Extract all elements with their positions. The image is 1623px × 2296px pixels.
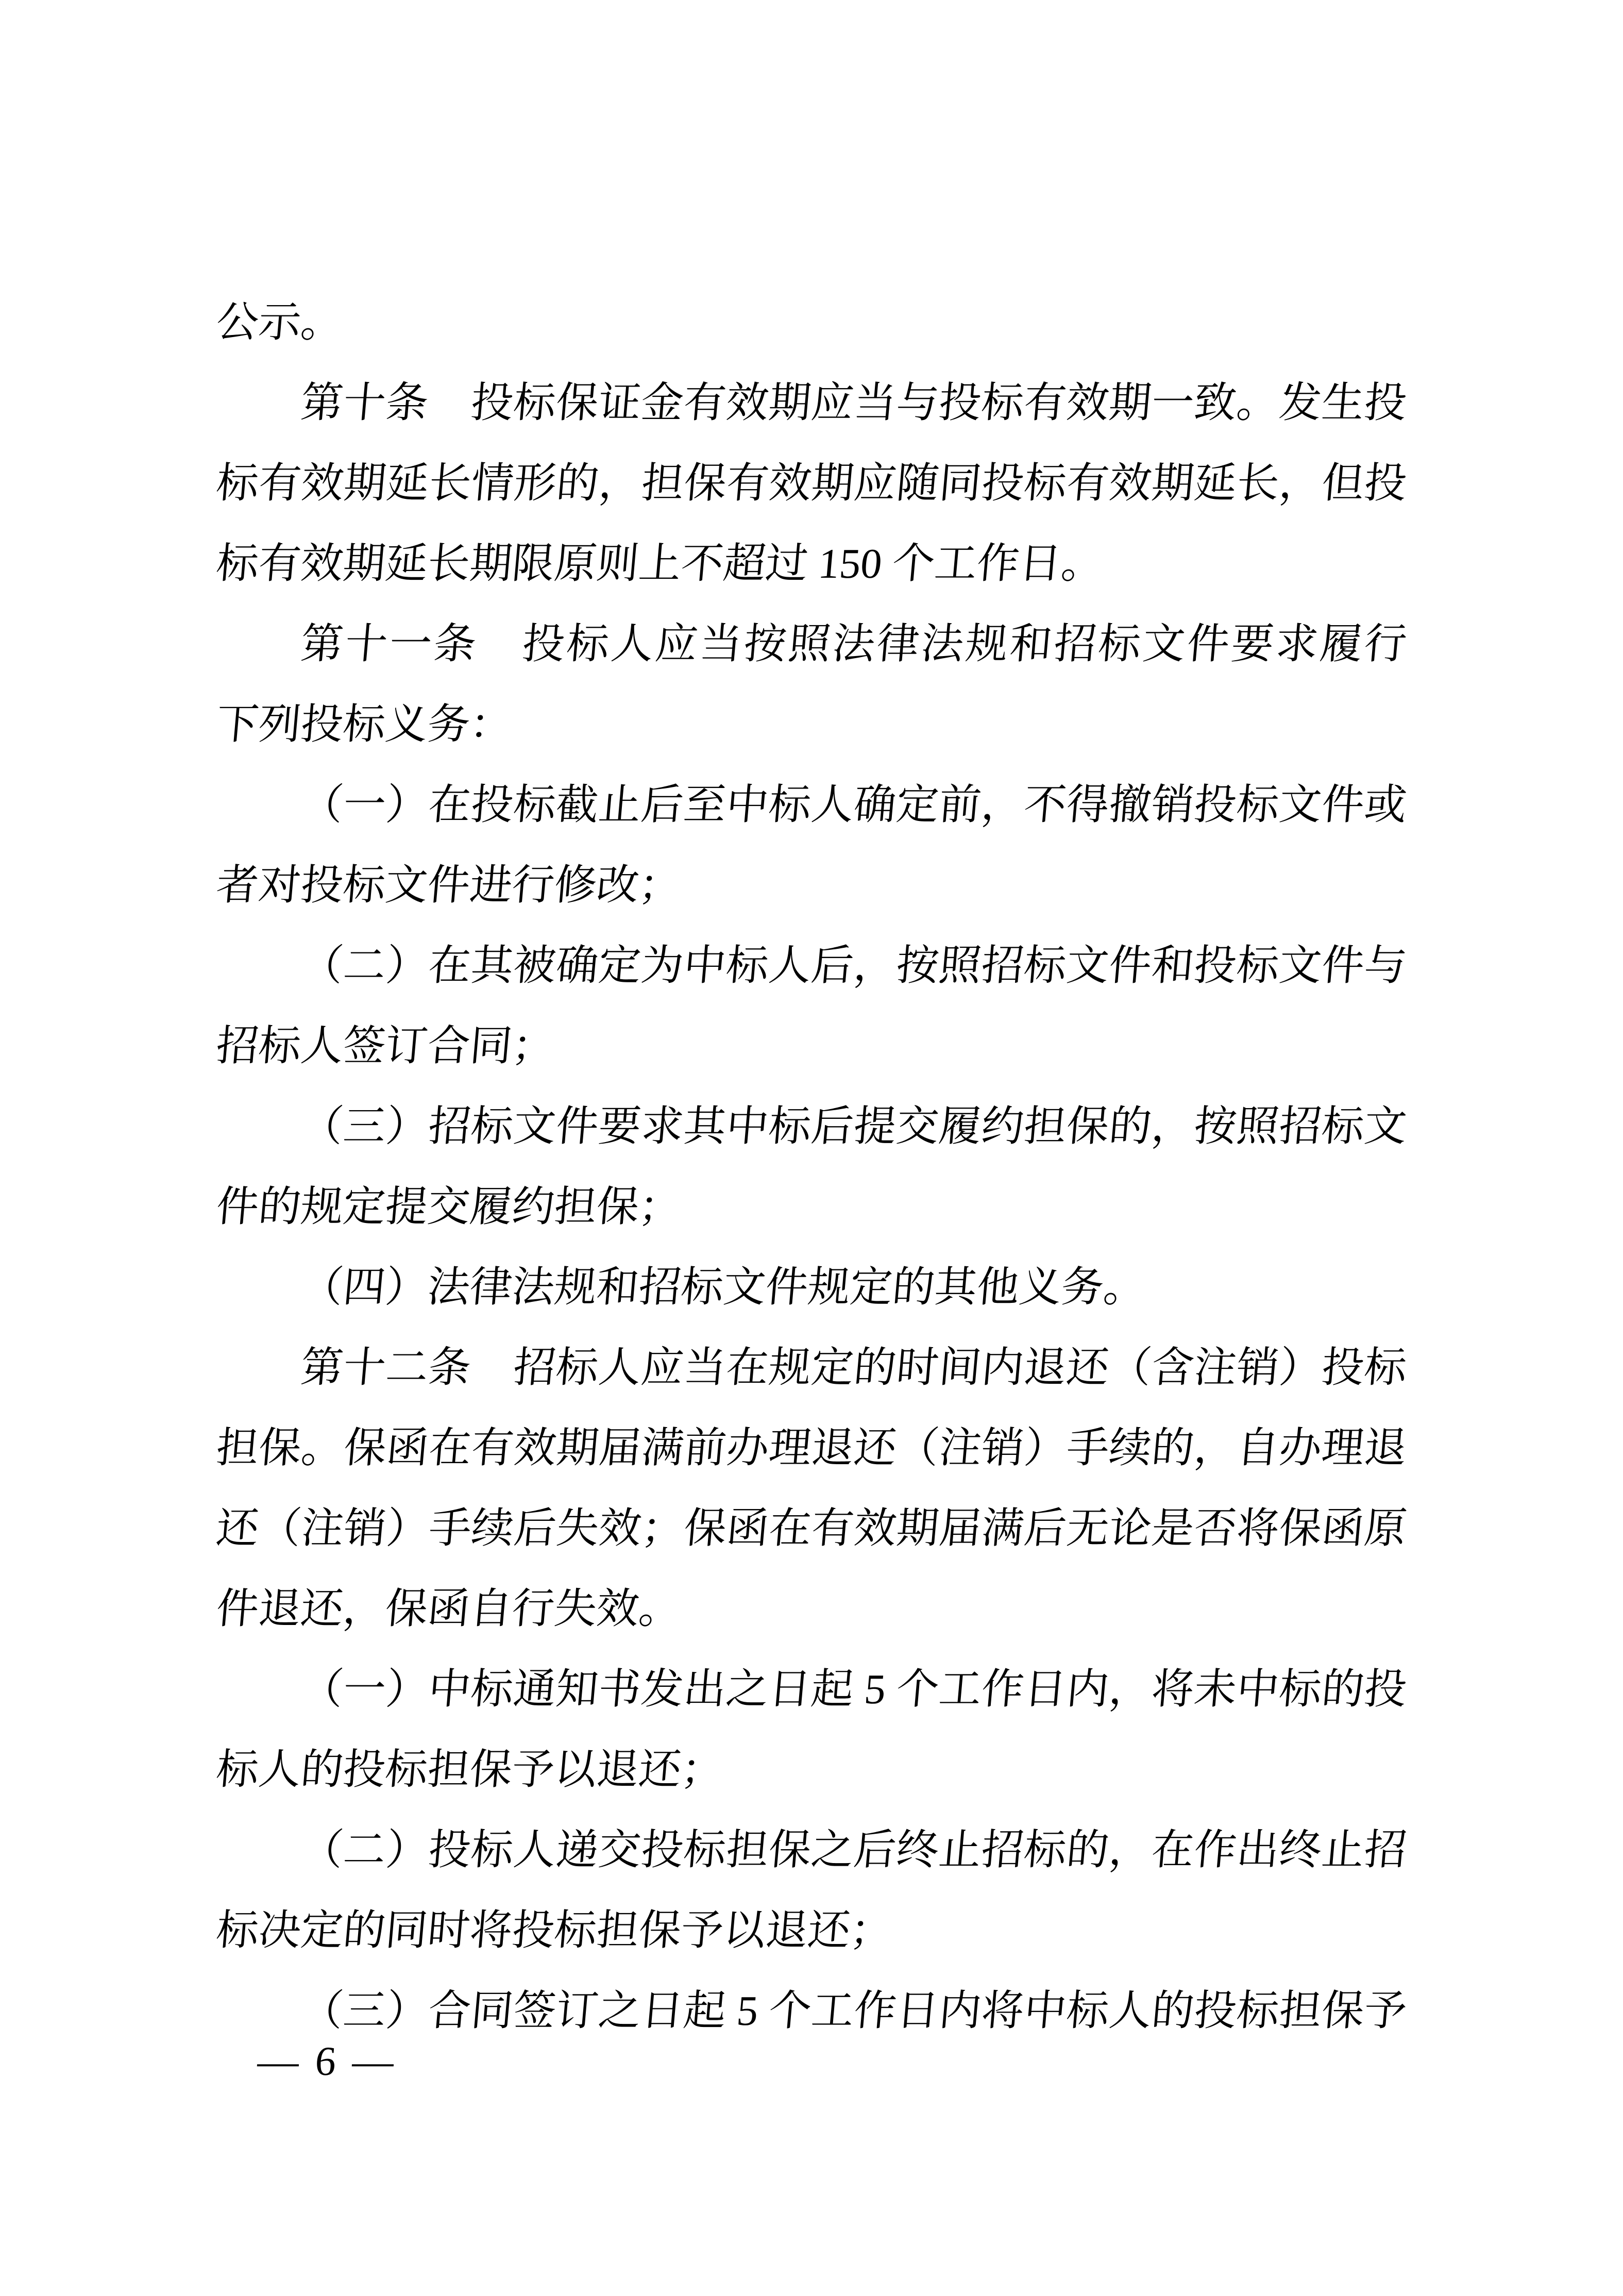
text-line: （三）招标文件要求其中标后提交履约担保的，按照招标文: [299, 1103, 1409, 1150]
text-line: 标决定的同时将投标担保予以退还；: [214, 1907, 895, 1954]
text-line: （二）在其被确定为中标人后，按照招标文件和投标文件与: [299, 942, 1409, 989]
text-line: 标有效期延长情形的，担保有效期应随同投标有效期延长，但投: [214, 460, 1409, 507]
text-line: 担保。保函在有效期届满前办理退还（注销）手续的，自办理退: [214, 1424, 1409, 1471]
text-line: 下列投标义务：: [214, 701, 515, 748]
text-line: （一）中标通知书发出之日起 5 个工作日内，将未中标的投: [299, 1666, 1409, 1713]
text-line: （三）合同签订之日起 5 个工作日内将中标人的投标担保予: [299, 1987, 1409, 2034]
text-line: 件退还，保函自行失效。: [214, 1585, 684, 1632]
text-line: 第十一条 投标人应当按照法律法规和招标文件要求履行: [299, 621, 1409, 667]
text-line: 第十二条 招标人应当在规定的时间内退还（含注销）投标: [299, 1344, 1409, 1391]
text-line: 者对投标文件进行修改；: [214, 862, 684, 909]
text-line: （二）投标人递交投标担保之后终止招标的，在作出终止招: [299, 1826, 1409, 1873]
text-line: 第十条 投标保证金有效期应当与投标有效期一致。发生投: [299, 379, 1409, 426]
page-number: — 6 —: [256, 2039, 399, 2084]
text-line: 还（注销）手续后失效；保函在有效期届满后无论是否将保函原: [214, 1505, 1409, 1552]
text-line: 标人的投标担保予以退还；: [214, 1746, 726, 1793]
text-line: 件的规定提交履约担保；: [214, 1183, 684, 1230]
text-line: （一）在投标截止后至中标人确定前，不得撤销投标文件或: [299, 781, 1409, 828]
text-line: 标有效期延长期限原则上不超过 150 个工作日。: [214, 540, 1106, 587]
text-line: （四）法律法规和招标文件规定的其他义务。: [299, 1264, 1148, 1311]
text-line: 公示。: [214, 299, 346, 346]
text-line: 招标人签订合同；: [214, 1023, 557, 1069]
